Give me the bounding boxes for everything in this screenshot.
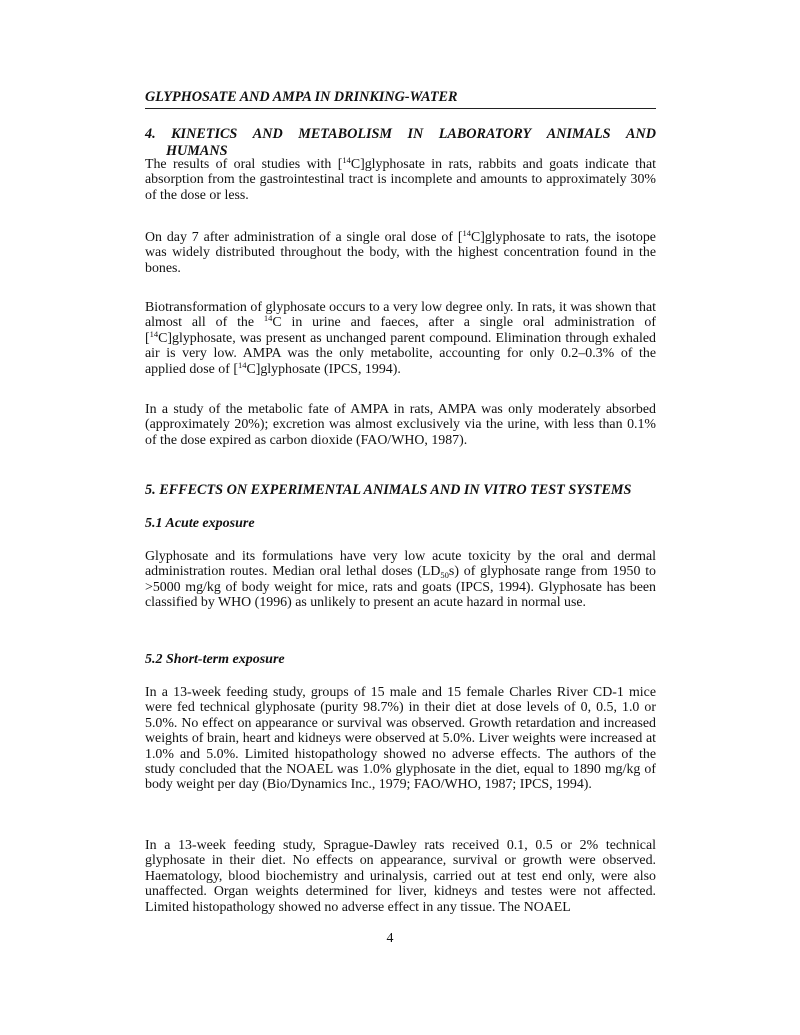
- section-5-heading: 5. EFFECTS ON EXPERIMENTAL ANIMALS AND IN VITRO TEST SYSTEMS: [145, 482, 632, 498]
- subsection-5-1-heading: 5.1 Acute exposure: [145, 516, 255, 531]
- paragraph-absorption: The results of oral studies with [$^{14}$C]glyphosate in rats, rabbits and goats indicate that absorption from the gastrointestinal tract is incomplete and amounts to approximately 30% of the dose or less.: [145, 155, 656, 203]
- paragraph-mice-feeding-study: In a 13-week feeding study, groups of 15 male and 15 female Charles River CD-1 mice were fed technical glyphosate (purity 98.7%) in their diet at dose levels of 0, 0.5, 1.0 or 5.0%. No effect on appearance or survival was observed. Growth retardation and increased weights of brain, heart and kidneys were observed at 5.0%. Liver weights were increased at 1.0% and 5.0%. Limited histopathology showed no adverse effects. The authors of the study concluded that the NOAEL was 1.0% glyphosate in the diet, equal to 1890 mg/kg of body weight per day (Bio/Dynamics Inc., 1979; FAO/WHO, 1987; IPCS, 1994).: [145, 685, 656, 793]
- paragraph-distribution: On day 7 after administration of a single oral dose of [$^{14}$C]glyphosate to rats, the isotope was widely distributed throughout the body, with the highest concentration found in the bones.: [145, 228, 656, 276]
- paragraph-biotransformation: Biotransformation of glyphosate occurs to a very low degree only. In rats, it was shown that almost all of the $^{14}$C in urine and faeces, after a single oral administration of [$^{14}$C]glyphosate, was present as unchanged parent compound. Elimination through exhaled air is very low. AMPA was the only metabolite, accounting for only 0.2–0.3% of the applied dose of [$^{14}$C]glyphosate (IPCS, 1994).: [145, 300, 656, 377]
- paragraph-acute-exposure: Glyphosate and its formulations have very low acute toxicity by the oral and dermal administration routes. Median oral lethal doses $(LD_{50}s)$ of glyphosate range from 1950 to >5000 mg/kg of body weight for mice, rats and goats (IPCS, 1994). Glyphosate has been classified by WHO (1996) as unlikely to present an acute hazard in normal use.: [145, 549, 656, 611]
- paragraph-rat-feeding-study: In a 13-week feeding study, Sprague-Dawley rats received 0.1, 0.5 or 2% technical glyphosate in their diet. No effects on appearance, survival or growth were observed. Haematology, blood biochemistry and urinalysis, carried out at test end only, were also unaffected. Organ weights determined for liver, kidneys and testes were not affected. Limited histopathology showed no adverse effect in any tissue. The NOAEL: [145, 838, 656, 915]
- section-4-heading: [145, 126, 656, 160]
- subsection-5-2-heading: 5.2 Short-term exposure: [145, 652, 285, 667]
- page-number: 4: [386, 931, 394, 946]
- section-4-heading-line1: 4. KINETICS AND METABOLISM IN LABORATORY ANIMALS AND: [145, 126, 656, 142]
- section-4-heading-line2: HUMANS: [166, 143, 228, 159]
- running-header: GLYPHOSATE AND AMPA IN DRINKING-WATER: [145, 88, 656, 109]
- paragraph-ampa-metabolic-fate: In a study of the metabolic fate of AMPA in rats, AMPA was only moderately absorbed (approximately 20%); excretion was almost exclusively via the urine, with less than 0.1% of the dose expired as carbon dioxide (FAO/WHO, 1987).: [145, 402, 656, 448]
